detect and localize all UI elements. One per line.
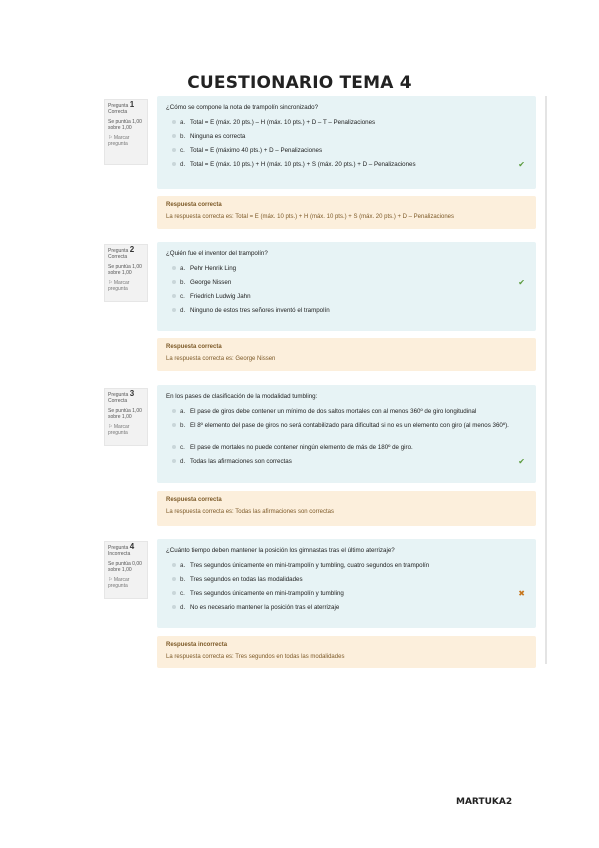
answer-option-c[interactable]: c. Total = E (máximo 40 pts.) + D – Penalizaciones: [166, 146, 527, 160]
question-number: Pregunta 1: [108, 100, 135, 109]
question-score: Se puntúa 0,00 sobre 1,00: [108, 560, 142, 574]
question-text: ¿Cómo se compone la nota de trampolín sincronizado?: [166, 104, 319, 111]
question-box-4: [157, 539, 536, 628]
feedback-text: La respuesta correcta es: George Nissen: [166, 356, 276, 362]
question-text: En los pases de clasificación de la modalidad tumbling:: [166, 393, 318, 400]
feedback-title: Respuesta correcta: [166, 497, 222, 503]
check-icon: ✔: [518, 160, 525, 169]
radio-icon[interactable]: [172, 459, 176, 463]
radio-icon[interactable]: [172, 577, 176, 581]
check-icon: ✔: [518, 457, 525, 466]
radio-icon[interactable]: [172, 423, 176, 427]
feedback-box-4: [157, 636, 536, 668]
radio-icon[interactable]: [172, 120, 176, 124]
flag-icon: ⚐: [108, 279, 114, 286]
answer-option-a[interactable]: a. Total = E (máx. 20 pts.) – H (máx. 10 pts.) + D – T – Penalizaciones: [166, 118, 527, 132]
flag-icon: ⚐: [108, 134, 114, 141]
feedback-title: Respuesta correcta: [166, 344, 222, 350]
radio-icon[interactable]: [172, 266, 176, 270]
radio-icon[interactable]: [172, 409, 176, 413]
answer-option-b[interactable]: b. Tres segundos en todas las modalidades: [166, 575, 527, 589]
radio-icon[interactable]: [172, 148, 176, 152]
radio-icon[interactable]: [172, 134, 176, 138]
flag-question-link[interactable]: ⚐ Marcar pregunta: [108, 279, 130, 293]
question-score: Se puntúa 1,00 sobre 1,00: [108, 118, 142, 132]
answer-option-b[interactable]: b. George Nissen ✔: [166, 278, 527, 292]
footer-signature: MARTUKA2: [456, 797, 513, 807]
answer-option-c[interactable]: c. Tres segundos únicamente en mini-trampolín y tumbling ✖: [166, 589, 527, 603]
answer-option-d[interactable]: d. Todas las afirmaciones son correctas ✔: [166, 457, 527, 471]
question-info-2: [104, 244, 148, 302]
question-status: Correcta: [108, 109, 128, 116]
question-status: Correcta: [108, 254, 128, 261]
flag-question-link[interactable]: ⚐ Marcar pregunta: [108, 134, 130, 148]
radio-icon[interactable]: [172, 280, 176, 284]
question-status: Incorrecta: [108, 551, 131, 558]
content-divider: [545, 96, 547, 664]
flag-icon: ⚐: [108, 576, 114, 583]
question-status: Correcta: [108, 398, 128, 405]
answer-option-b[interactable]: b. El 8º elemento del pase de giros no será contabilizado para dificultad si no es un elemento con giro (al menos 360º).: [166, 421, 527, 443]
question-box-3: [157, 385, 536, 483]
answer-option-b[interactable]: b. Ninguna es correcta: [166, 132, 527, 146]
question-info-1: [104, 99, 148, 165]
answer-option-a[interactable]: a. El pase de giros debe contener un mínimo de dos saltos mortales con al menos 360º de giro longitudinal: [166, 407, 527, 421]
question-box-1: [157, 96, 536, 189]
radio-icon[interactable]: [172, 445, 176, 449]
radio-icon[interactable]: [172, 308, 176, 312]
feedback-box-2: [157, 338, 536, 371]
feedback-text: La respuesta correcta es: Tres segundos en todas las modalidades: [166, 654, 345, 660]
cross-icon: ✖: [518, 589, 525, 598]
question-info-3: [104, 388, 148, 446]
question-number: Pregunta 4: [108, 542, 135, 551]
question-number: Pregunta 3: [108, 389, 135, 398]
answer-option-c[interactable]: c. El pase de mortales no puede contener ningún elemento de más de 180º de giro.: [166, 443, 527, 457]
flag-question-link[interactable]: ⚐ Marcar pregunta: [108, 576, 130, 590]
feedback-box-3: [157, 491, 536, 526]
question-text: ¿Cuánto tiempo deben mantener la posición los gimnastas tras el último aterrizaje?: [166, 547, 395, 554]
question-number: Pregunta 2: [108, 245, 135, 254]
radio-icon[interactable]: [172, 294, 176, 298]
answer-option-d[interactable]: d. Ninguno de estos tres señores inventó el trampolín: [166, 306, 527, 320]
answer-option-c[interactable]: c. Friedrich Ludwig Jahn: [166, 292, 527, 306]
feedback-box-1: [157, 196, 536, 229]
question-box-2: [157, 242, 536, 331]
answer-option-d[interactable]: d. Total = E (máx. 10 pts.) + H (máx. 10 pts.) + S (máx. 20 pts.) + D – Penalizaciones ✔: [166, 160, 527, 174]
question-text: ¿Quién fue el inventor del trampolín?: [166, 250, 268, 257]
feedback-title: Respuesta correcta: [166, 202, 222, 208]
radio-icon[interactable]: [172, 162, 176, 166]
page-title: CUESTIONARIO TEMA 4: [187, 73, 412, 93]
feedback-text: La respuesta correcta es: Todas las afirmaciones son correctas: [166, 509, 334, 515]
check-icon: ✔: [518, 278, 525, 287]
question-info-4: [104, 541, 148, 599]
question-score: Se puntúa 1,00 sobre 1,00: [108, 263, 142, 277]
feedback-title: Respuesta incorrecta: [166, 642, 228, 648]
radio-icon[interactable]: [172, 605, 176, 609]
flag-question-link[interactable]: ⚐ Marcar pregunta: [108, 423, 130, 437]
feedback-text: La respuesta correcta es: Total = E (máx. 10 pts.) + H (máx. 10 pts.) + S (máx. 20 pts.) + D – Penalizaciones: [166, 214, 455, 220]
radio-icon[interactable]: [172, 591, 176, 595]
radio-icon[interactable]: [172, 563, 176, 567]
answer-option-a[interactable]: a. Pehr Henrik Ling: [166, 264, 527, 278]
question-score: Se puntúa 1,00 sobre 1,00: [108, 407, 142, 421]
flag-icon: ⚐: [108, 423, 114, 430]
answer-option-a[interactable]: a. Tres segundos únicamente en mini-trampolín y tumbling, cuatro segundos en trampolín: [166, 561, 527, 575]
answer-option-d[interactable]: d. No es necesario mantener la posición tras el aterrizaje: [166, 603, 527, 617]
